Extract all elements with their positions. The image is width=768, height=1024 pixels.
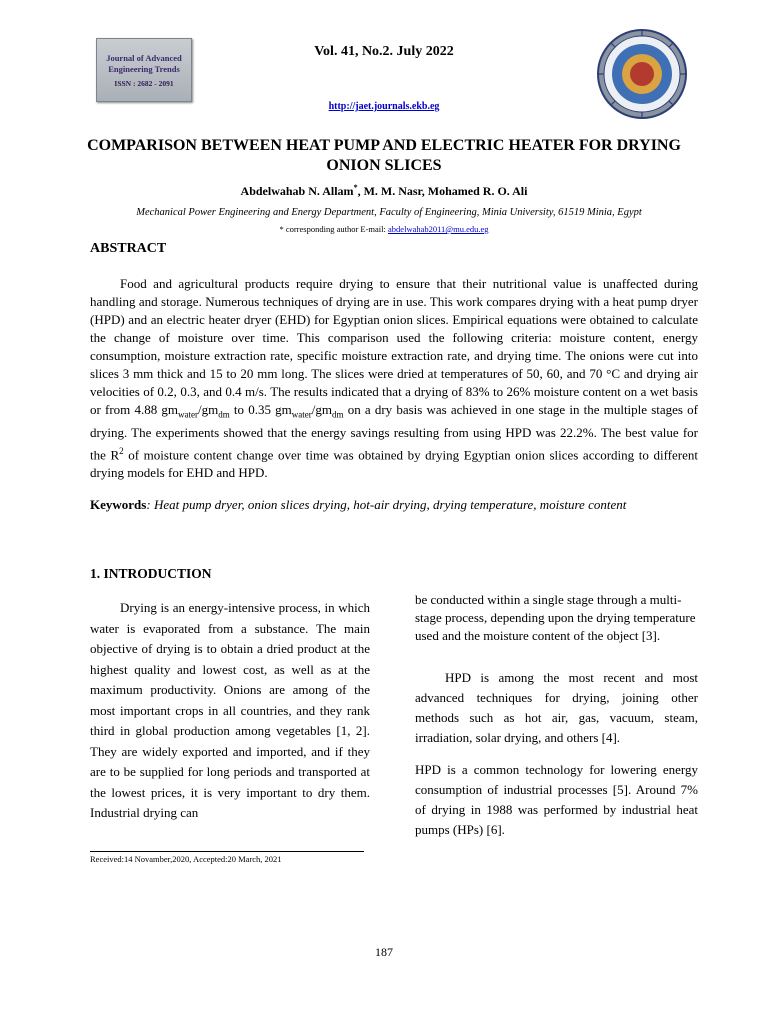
slash-gm-2: /gm — [311, 402, 332, 417]
logo-line-2: Engineering Trends — [108, 63, 180, 74]
introduction-heading: 1. INTRODUCTION — [90, 566, 212, 581]
affiliation: Mechanical Power Engineering and Energy Department, Faculty of Engineering, Minia University, 61519 Minia, Egypt — [136, 207, 642, 218]
university-seal-icon — [596, 28, 688, 120]
keywords-colon: : — [146, 497, 151, 512]
received-note: Received:14 Novamber,2020, Accepted:20 March, 2021 — [90, 854, 282, 864]
keywords-value: Heat pump dryer, onion slices drying, hot-air drying, drying temperature, moisture content — [150, 497, 627, 512]
corresponding-author — [0, 224, 768, 234]
slash-gm: /gm — [198, 402, 219, 417]
sub-dm-2: dm — [332, 409, 344, 420]
keywords — [90, 496, 698, 514]
intro-right-paragraph-2: HPD is among the most recent and most advanced techniques for drying, joining other methods such as hot air, gas, vacuum, steam, irradiation, solar drying, and others [4]. — [415, 670, 698, 745]
journal-url-link[interactable]: http://jaet.journals.ekb.eg — [328, 101, 440, 112]
volume-info: Vol. 41, No.2. July 2022 — [314, 44, 454, 59]
abstract-text — [90, 275, 698, 482]
logo-issn: ISSN : 2682 - 2091 — [114, 78, 174, 88]
footnote-divider — [90, 851, 364, 852]
abstract-part-3: of moisture content change over time was obtained by drying Egyptian onion slices according to different drying models for EHD and HPD. — [90, 446, 698, 480]
page-number: 187 — [375, 945, 393, 959]
intro-right-paragraph-1: be conducted within a single stage through a multi-stage process, depending upon the drying temperature used and the moisture content of the object [3]. — [415, 592, 696, 643]
sub-water-2: water — [291, 409, 312, 420]
paper-title: COMPARISON BETWEEN HEAT PUMP AND ELECTRIC HEATER FOR DRYING ONION SLICES — [87, 137, 681, 174]
keywords-label: Keywords — [90, 497, 147, 512]
sup-2: 2 — [119, 445, 124, 456]
authors-line — [0, 183, 768, 199]
corr-email-link[interactable]: abdelwahab2011@mu.edu.eg — [388, 224, 489, 234]
abstract-part-2: on a dry basis was achieved in one stage in the multiple stages of drying. The experiments showed that the energy savings resulting from using HPD was 22.2%. The best value for the R — [90, 402, 698, 462]
sub-dm: dm — [218, 409, 230, 420]
abstract-heading: ABSTRACT — [90, 241, 167, 256]
intro-left-column: Drying is an energy-intensive process, in which water is evaporated from a substance. The main objective of drying is to obtain a dried product at the highest quality and lowest cost, as well as at the maximum productivity. Onions are among of the most important crops in all countries, and they rank third in global production among vegetables [1, 2]. They are widely exported and imported, and if they are to be supplied for long periods and transported at the lowest prices, it is very important to dry them. Industrial drying can — [90, 600, 370, 820]
corr-label: * corresponding author E-mail: — [279, 224, 386, 234]
author-lead: Abdelwahab N. Allam — [240, 184, 354, 198]
abstract-part-1: Food and agricultural products require drying to ensure that their nutritional value is unaffected during handling and storage. Numerous techniques of drying are in use. This work compares drying with a heat pump dryer (HPD) and an electric heater dryer (EHD) for Egyptian onion slices. Empirical equations were obtained to calculate the change of moisture over time. This comparison used the following criteria: moisture content, energy consumption, moisture extraction rate, specific moisture extraction rate, and drying time. The onions were cut into slices 3 mm thick and 15 to 20 mm long. The slices were dried at temperatures of 50, 60, and 70 °C and drying air velocities of 0.2, 0.3, and 0.4 m/s. The results indicated that a drying of 83% to 26% moisture content on a wet basis or from 4.88 gm — [90, 276, 698, 417]
to-text: to 0.35 gm — [229, 402, 292, 417]
author-rest: , M. M. Nasr, Mohamed R. O. Ali — [357, 184, 528, 198]
intro-right-paragraph-3: HPD is a common technology for lowering energy consumption of industrial processes [5]. Around 7% of drying in 1988 was performed by industrial heat pumps (HPs) [6]. — [415, 762, 698, 837]
logo-line-1: Journal of Advanced — [106, 52, 182, 63]
corresponding-star: * — [353, 183, 358, 192]
sub-water: water — [178, 409, 198, 420]
